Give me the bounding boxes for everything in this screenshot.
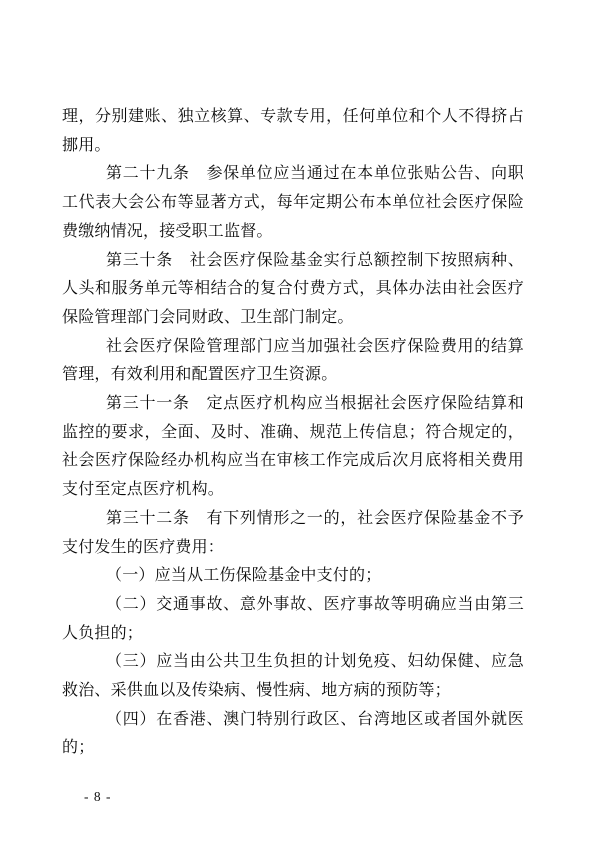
paragraph-article-29: 第二十九条 参保单位应当通过在本单位张贴公告、向职工代表大会公布等显著方式，每年定期公布本单位社会医疗保险费缴纳情况，接受职工监督。: [62, 165, 524, 240]
paragraph-article-32: 第三十二条 有下列情形之一的，社会医疗保险基金不予支付发生的医疗费用：: [62, 509, 524, 556]
page-number: - 8 -: [84, 789, 112, 804]
document-body: [62, 103, 524, 763]
paragraph-item-3: （三）应当由公共卫生负担的计划免疫、妇幼保健、应急救治、采供血以及传染病、慢性病、地方病的预防等；: [62, 653, 524, 700]
paragraph-continuation: 理，分别建账、独立核算、专款专用，任何单位和个人不得挤占挪用。: [62, 108, 524, 154]
paragraph-item-2: （二）交通事故、意外事故、医疗事故等明确应当由第三人负担的；: [62, 595, 524, 642]
paragraph-article-30-2: 社会医疗保险管理部门应当加强社会医疗保险费用的结算管理，有效利用和配置医疗卫生资源。: [62, 337, 524, 384]
paragraph-item-4: （四）在香港、澳门特别行政区、台湾地区或者国外就医的；: [62, 710, 524, 757]
paragraph-article-30: 第三十条 社会医疗保险基金实行总额控制下按照病种、人头和服务单元等相结合的复合付费方式，具体办法由社会医疗保险管理部门会同财政、卫生部门制定。: [62, 251, 524, 326]
paragraph-article-31: 第三十一条 定点医疗机构应当根据社会医疗保险结算和监控的要求，全面、及时、准确、规范上传信息；符合规定的，社会医疗保险经办机构应当在审核工作完成后次月底将相关费用支付至定点医疗机构。: [62, 395, 524, 499]
paragraph-item-1: （一）应当从工伤保险基金中支付的；: [106, 567, 382, 585]
